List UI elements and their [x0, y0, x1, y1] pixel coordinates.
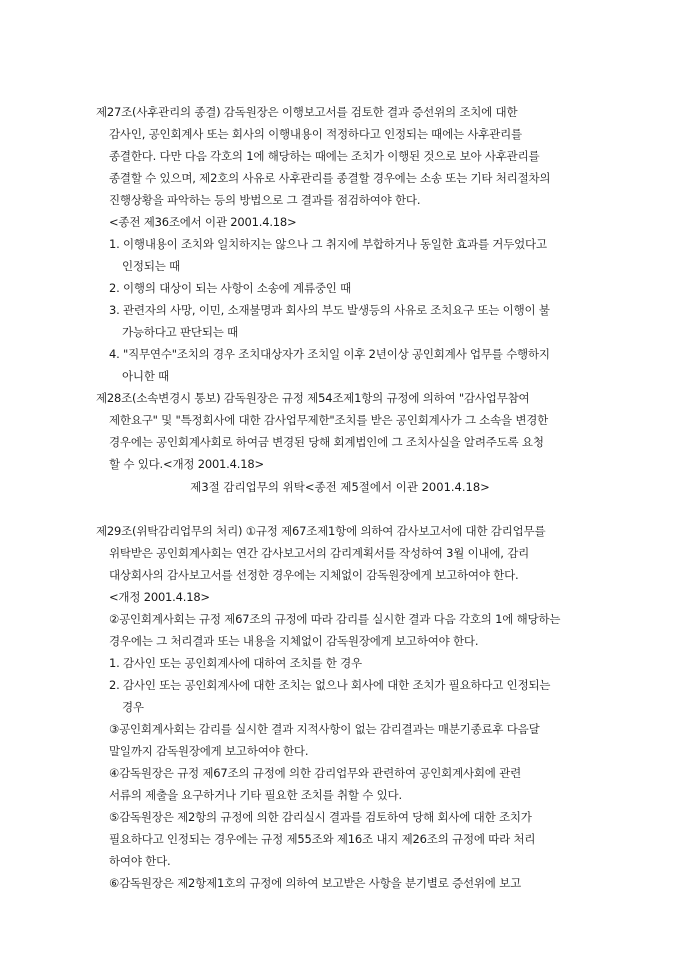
article-27-item-1-line-2: 인정되는 때	[122, 259, 180, 273]
article-29-line-3: 대상회사의 감사보고서를 선정한 경우에는 지체없이 감독원장에게 보고하여야 한다.	[109, 568, 519, 582]
article-27-line-2: 감사인, 공인회계사 또는 회사의 이행내용이 적정하다고 인정되는 때에는 사후관리를	[109, 127, 522, 141]
article-29-para-6-line-1: ⑥감독원장은 제2항제1호의 규정에 의하여 보고받은 사항을 분기별로 증선위에 보고	[109, 876, 521, 890]
article-29-amendment-note: <개정 2001.4.18>	[109, 590, 210, 604]
article-27-item-3-line-2: 가능하다고 판단되는 때	[122, 325, 238, 339]
article-29-para-2-line-2: 경우에는 그 처리결과 또는 내용을 지체없이 감독원장에게 보고하여야 한다.	[109, 634, 479, 648]
article-29-para-2-item-2-line-2: 경우	[122, 700, 144, 714]
article-28-line-1: 제28조(소속변경시 통보) 감독원장은 규정 제54조제1항의 규정에 의하여 "감사업무참여	[96, 391, 530, 405]
article-29-para-2-item-1: 1. 감사인 또는 공인회계사에 대하여 조치를 한 경우	[109, 656, 362, 670]
article-29-para-5-line-1: ⑤감독원장은 제2항의 규정에 의한 감리실시 결과를 검토하여 당해 회사에 대한 조치가	[109, 810, 532, 824]
section-heading: 제3절 감리업무의 위탁<종전 제5절에서 이관 2001.4.18>	[190, 480, 490, 494]
article-29-para-5-line-2: 필요하다고 인정되는 경우에는 규정 제55조와 제16조 내지 제26조의 규정에 따라 처리	[109, 832, 536, 846]
article-29-para-4-line-1: ④감독원장은 규정 제67조의 규정에 의한 감리업무와 관련하여 공인회계사회에 관련	[109, 766, 521, 780]
article-27-item-4-line-2: 아니한 때	[122, 369, 170, 383]
article-27-line-4: 종결할 수 있으며, 제2호의 사유로 사후관리를 종결할 경우에는 소송 또는 기타 처리절차의	[109, 171, 551, 185]
article-29-para-3-line-2: 말일까지 감독원장에게 보고하여야 한다.	[109, 744, 309, 758]
article-27-line-1: 제27조(사후관리의 종결) 감독원장은 이행보고서를 검토한 결과 증선위의 조치에 대한	[96, 105, 518, 119]
article-28-line-2: 제한요구" 및 "특정회사에 대한 감사업무제한"조치를 받은 공인회계사가 그 소속을 변경한	[109, 413, 549, 427]
article-29-line-2: 위탁받은 공인회계사회는 연간 감사보고서의 감리계획서를 작성하여 3월 이내에, 감리	[109, 546, 530, 560]
article-29-para-2-line-1: ②공인회계사회는 규정 제67조의 규정에 따라 감리를 실시한 결과 다음 각호의 1에 해당하는	[109, 612, 561, 626]
article-27-item-2: 2. 이행의 대상이 되는 사항이 소송에 계류중인 때	[109, 281, 352, 295]
article-29-para-5-line-3: 하여야 한다.	[109, 854, 171, 868]
article-27-line-5: 진행상황을 파악하는 등의 방법으로 그 결과를 점검하여야 한다.	[109, 193, 421, 207]
article-29-line-1: 제29조(위탁감리업무의 처리) ①규정 제67조제1항에 의하여 감사보고서에 대한 감리업무를	[96, 524, 546, 538]
article-28-line-4: 할 수 있다.<개정 2001.4.18>	[109, 457, 264, 471]
article-27-item-3-line-1: 3. 관련자의 사망, 이민, 소재불명과 회사의 부도 발생등의 사유로 조치요구 또는 이행이 불	[109, 303, 550, 317]
article-27-item-1-line-1: 1. 이행내용이 조치와 일치하지는 않으나 그 취지에 부합하거나 동일한 효과를 거두었다고	[109, 237, 547, 251]
article-29-para-3-line-1: ③공인회계사회는 감리를 실시한 결과 지적사항이 없는 감리결과는 매분기종료후 다음달	[109, 722, 540, 736]
article-27-amendment-note: <종전 제36조에서 이관 2001.4.18>	[109, 215, 297, 229]
article-27-item-4-line-1: 4. "직무연수"조치의 경우 조치대상자가 조치일 이후 2년이상 공인회계사 업무를 수행하지	[109, 347, 550, 361]
article-29-para-2-item-2-line-1: 2. 감사인 또는 공인회계사에 대한 조치는 없으나 회사에 대한 조치가 필요하다고 인정되는	[109, 678, 551, 692]
article-28-line-3: 경우에는 공인회계사회로 하여금 변경된 당해 회계법인에 그 조치사실을 알려주도록 요청	[109, 435, 544, 449]
article-29-para-4-line-2: 서류의 제출을 요구하거나 기타 필요한 조치를 취할 수 있다.	[109, 788, 402, 802]
article-27-line-3: 종결한다. 다만 다음 각호의 1에 해당하는 때에는 조치가 이행된 것으로 보아 사후관리를	[109, 149, 540, 163]
